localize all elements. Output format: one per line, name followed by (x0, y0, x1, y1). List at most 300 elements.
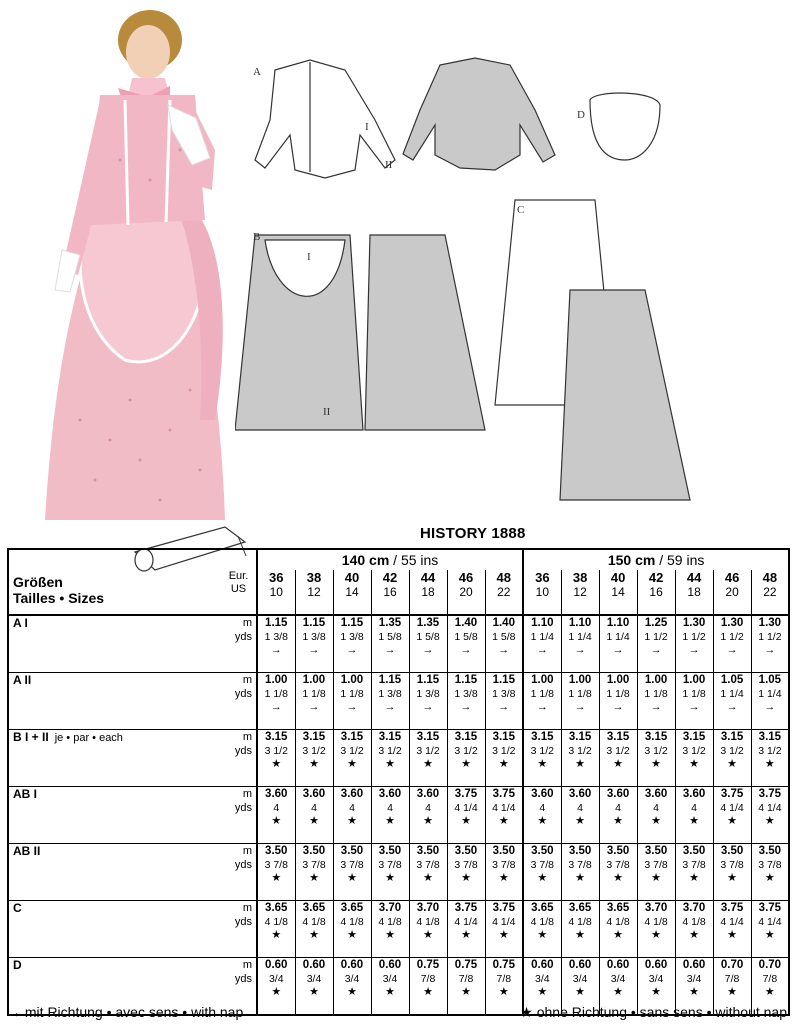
yardage-cell (751, 844, 789, 901)
yardage-cell (371, 901, 409, 958)
meters-value: 3.15 (758, 731, 782, 743)
nap-marker: → (460, 644, 472, 656)
nap-marker: → (384, 701, 396, 713)
view-label: A II (8, 673, 221, 730)
yards-value: 1 1/8 (340, 688, 364, 700)
nap-marker: ★ (423, 986, 433, 998)
technical-drawings (235, 50, 705, 510)
yards-value: 1 1/8 (606, 688, 630, 700)
meters-value: 1.00 (568, 674, 592, 686)
yardage-cell (599, 901, 637, 958)
nap-marker: ★ (498, 986, 509, 998)
meters-value: 3.50 (568, 845, 592, 857)
yards-value: 7/8 (420, 973, 436, 985)
yards-value: 1 5/8 (492, 631, 516, 643)
nap-marker: → (498, 644, 510, 656)
nap-marker: ★ (309, 872, 319, 884)
us-size: 12 (573, 585, 587, 599)
yardage-cell (447, 615, 485, 673)
yards-value: 4 1/8 (644, 916, 668, 928)
eu-size: 48 (762, 570, 778, 585)
meters-value: 3.60 (682, 788, 706, 800)
nap-marker: ★ (613, 815, 624, 827)
view-note: je • par • each (54, 732, 123, 744)
nap-marker: ★ (385, 872, 395, 884)
yardage-cell (333, 958, 371, 1016)
yardage-cell (409, 730, 447, 787)
nap-marker: ★ (385, 815, 395, 827)
us-size: 14 (611, 585, 625, 599)
yards-value: 3 7/8 (302, 859, 326, 871)
yardage-cell (675, 844, 713, 901)
us-size: 16 (383, 585, 397, 599)
yards-value: 1 1/8 (644, 688, 668, 700)
unit-label: m yds (221, 844, 257, 901)
yardage-cell (295, 730, 333, 787)
yardage-cell (637, 730, 675, 787)
meters-value: 3.15 (606, 731, 630, 743)
eu-size: 48 (496, 570, 512, 585)
meters-value: 3.15 (454, 731, 478, 743)
yards-value: 4 1/4 (454, 802, 478, 814)
yardage-cell (257, 673, 295, 730)
nap-marker: ★ (385, 758, 395, 770)
nap-marker: ★ (271, 758, 282, 770)
yards-value: 4 1/8 (606, 916, 630, 928)
nap-marker: ★ (575, 815, 586, 827)
yardage-cell (637, 673, 675, 730)
nap-marker: → (536, 701, 548, 713)
nap-marker: → (422, 644, 434, 656)
yardage-cell (485, 615, 523, 673)
yards-value: 1 5/8 (454, 631, 478, 643)
nap-marker: → (726, 644, 738, 656)
legend-with-nap: → mit Richtung • avec sens • with nap (7, 1004, 244, 1020)
nap-marker: ★ (309, 986, 319, 998)
us-size: 20 (725, 585, 739, 599)
nap-marker: ★ (347, 872, 357, 884)
size-header-cell (257, 570, 295, 615)
drawing-label-a-ii: II (385, 159, 393, 171)
yardage-cell (257, 787, 295, 844)
unit-label: m yds (221, 901, 257, 958)
yards-value: 3 7/8 (758, 859, 782, 871)
yards-value: 3 1/2 (530, 745, 554, 757)
size-header-cell (523, 570, 561, 615)
yardage-cell (295, 901, 333, 958)
meters-value: 3.15 (416, 731, 440, 743)
us-size: 20 (459, 585, 473, 599)
yards-value: 3/4 (610, 973, 626, 985)
nap-marker: ★ (727, 929, 738, 941)
yards-value: 4 1/4 (720, 916, 744, 928)
meters-value: 3.65 (531, 902, 554, 914)
meters-value: 1.00 (340, 674, 364, 686)
yards-value: 3 1/2 (454, 745, 478, 757)
nap-marker: ★ (309, 929, 319, 941)
yardage-cell (751, 615, 789, 673)
size-header-cell (751, 570, 789, 615)
nap-marker: ★ (764, 872, 775, 884)
nap-marker: ★ (575, 986, 586, 998)
meters-value: 1.15 (416, 674, 440, 686)
yardage-cell (561, 730, 599, 787)
us-size: 14 (345, 585, 359, 599)
meters-value: 3.15 (378, 731, 402, 743)
yardage-cell (637, 787, 675, 844)
meters-value: 3.70 (416, 902, 440, 914)
us-size: 16 (649, 585, 663, 599)
meters-value: 3.75 (492, 902, 515, 914)
nap-marker: → (270, 644, 282, 656)
yardage-cell (599, 730, 637, 787)
meters-value: 1.10 (606, 617, 630, 629)
yardage-cell (523, 844, 561, 901)
meters-value: 3.75 (454, 902, 478, 914)
view-label: A I (8, 615, 221, 673)
yardage-cell (713, 730, 751, 787)
yards-value: 7/8 (458, 973, 474, 985)
nap-marker: ★ (727, 872, 738, 884)
us-size: 18 (687, 585, 701, 599)
drawing-label-a-i: I (365, 121, 369, 133)
yards-value: 4 (311, 802, 317, 814)
meters-value: 3.15 (644, 731, 668, 743)
yardage-cell (675, 615, 713, 673)
meters-value: 1.35 (378, 617, 402, 629)
yards-value: 3 7/8 (340, 859, 364, 871)
meters-value: 0.75 (454, 959, 478, 971)
yards-value: 3 1/2 (758, 745, 782, 757)
yards-value: 1 3/8 (378, 688, 402, 700)
nap-marker: → (270, 701, 282, 713)
yardage-cell (523, 673, 561, 730)
sizes-header: Größen Tailles • Sizes (8, 570, 221, 615)
yards-value: 3/4 (268, 973, 284, 985)
yards-value: 4 1/8 (378, 916, 402, 928)
yardage-cell (371, 787, 409, 844)
nap-marker: → (460, 701, 472, 713)
meters-value: 3.15 (302, 731, 326, 743)
nap-marker: ★ (461, 929, 471, 941)
yards-value: 3/4 (306, 973, 322, 985)
meters-value: 3.50 (644, 845, 668, 857)
yardage-cell (751, 673, 789, 730)
nap-marker: ★ (347, 986, 357, 998)
yardage-row (8, 787, 789, 844)
meters-value: 3.50 (340, 845, 364, 857)
pattern-title: HISTORY 1888 (420, 525, 526, 542)
meters-value: 3.60 (378, 788, 402, 800)
meters-value: 1.30 (682, 617, 706, 629)
meters-value: 3.70 (682, 902, 706, 914)
yardage-cell (523, 615, 561, 673)
drawing-label-b-ii: II (323, 406, 331, 418)
meters-value: 3.75 (758, 902, 782, 914)
unit-label: m yds (221, 958, 257, 1016)
size-header-cell (295, 570, 333, 615)
drawing-label-d: D (577, 109, 585, 121)
meters-value: 0.60 (265, 959, 288, 971)
meters-value: 3.50 (378, 845, 402, 857)
yards-value: 4 1/4 (454, 916, 478, 928)
yards-value: 4 (273, 802, 280, 814)
nap-marker: ★ (575, 872, 586, 884)
yards-value: 4 (349, 802, 355, 814)
nap-marker: ★ (727, 815, 738, 827)
nap-marker: → (688, 701, 700, 713)
nap-marker: ★ (537, 758, 548, 770)
yardage-cell (485, 673, 523, 730)
nap-marker: ★ (613, 986, 624, 998)
nap-marker: → (346, 644, 358, 656)
nap-marker: ★ (537, 872, 548, 884)
nap-marker: ★ (651, 986, 662, 998)
nap-marker: ★ (689, 986, 700, 998)
view-label: D (8, 958, 221, 1016)
meters-value: 3.65 (568, 902, 592, 914)
yardage-cell (333, 787, 371, 844)
fabric-width-140: 140 cm / 55 ins (257, 549, 523, 570)
meters-value: 3.50 (416, 845, 440, 857)
yardage-cell (371, 615, 409, 673)
nap-marker: ★ (537, 815, 548, 827)
us-size: 22 (763, 585, 777, 599)
yards-value: 3/4 (535, 973, 550, 985)
meters-value: 3.65 (265, 902, 288, 914)
yardage-cell (295, 958, 333, 1016)
meters-value: 1.15 (302, 617, 326, 629)
yards-value: 3 1/2 (302, 745, 326, 757)
nap-marker: ★ (651, 758, 662, 770)
yardage-cell (675, 787, 713, 844)
yards-value: 3 1/2 (644, 745, 668, 757)
yards-value: 3 1/2 (682, 745, 706, 757)
yards-value: 4 (653, 802, 659, 814)
nap-marker: → (384, 644, 396, 656)
yards-value: 3/4 (686, 973, 702, 985)
yards-value: 1 1/8 (568, 688, 592, 700)
yardage-cell (599, 787, 637, 844)
model-photo (0, 0, 235, 525)
size-header-cell (637, 570, 675, 615)
yards-value: 1 1/8 (302, 688, 326, 700)
meters-value: 3.15 (720, 731, 744, 743)
meters-value: 0.70 (720, 959, 744, 971)
yards-value: 1 1/8 (682, 688, 706, 700)
meters-value: 3.15 (568, 731, 592, 743)
nap-marker: ★ (498, 872, 509, 884)
yardage-cell (637, 615, 675, 673)
meters-value: 1.40 (454, 617, 478, 629)
yardage-cell (713, 844, 751, 901)
eu-size: 46 (724, 570, 740, 585)
yardage-cell (257, 901, 295, 958)
yards-value: 3/4 (648, 973, 664, 985)
yardage-cell (371, 958, 409, 1016)
yardage-row (8, 615, 789, 673)
view-label: AB I (8, 787, 221, 844)
yardage-cell (447, 787, 485, 844)
meters-value: 3.60 (265, 788, 288, 800)
yardage-cell (675, 730, 713, 787)
yardage-cell (599, 844, 637, 901)
yardage-cell (675, 673, 713, 730)
yards-value: 4 1/8 (416, 916, 440, 928)
yards-value: 3 1/2 (606, 745, 630, 757)
yards-value: 3 1/2 (568, 745, 592, 757)
yards-value: 3 7/8 (416, 859, 440, 871)
yards-value: 1 1/2 (720, 631, 744, 643)
yards-value: 1 3/8 (492, 688, 516, 700)
nap-marker: → (726, 701, 738, 713)
size-header-cell (333, 570, 371, 615)
meters-value: 3.60 (531, 788, 554, 800)
yards-value: 3 7/8 (568, 859, 592, 871)
yards-value: 3 1/2 (416, 745, 440, 757)
nap-marker: → (498, 701, 510, 713)
yardage-row (8, 673, 789, 730)
yards-value: 4 1/8 (340, 916, 364, 928)
yards-value: 4 1/8 (682, 916, 706, 928)
meters-value: 0.75 (492, 959, 515, 971)
nap-marker: ★ (423, 872, 433, 884)
yardage-cell (751, 787, 789, 844)
nap-marker: ★ (537, 986, 548, 998)
nap-marker: ★ (347, 758, 357, 770)
nap-marker: ★ (613, 929, 624, 941)
nap-marker: ★ (271, 815, 282, 827)
meters-value: 3.75 (492, 788, 515, 800)
meters-value: 3.50 (265, 845, 288, 857)
yardage-cell (713, 673, 751, 730)
meters-value: 0.60 (340, 959, 364, 971)
unit-label: m yds (221, 673, 257, 730)
meters-value: 1.00 (265, 674, 288, 686)
meters-value: 1.05 (758, 674, 782, 686)
size-header-cell (447, 570, 485, 615)
yardage-cell (295, 787, 333, 844)
us-size: 18 (421, 585, 435, 599)
meters-value: 3.50 (606, 845, 630, 857)
yards-value: 4 1/4 (720, 802, 744, 814)
yardage-cell (637, 844, 675, 901)
yards-value: 4 1/4 (492, 802, 516, 814)
unit-label: m yds (221, 787, 257, 844)
meters-value: 3.75 (758, 788, 782, 800)
nap-marker: ★ (347, 815, 357, 827)
meters-value: 3.15 (265, 731, 288, 743)
nap-marker: ★ (461, 815, 471, 827)
yardage-cell (447, 673, 485, 730)
meters-value: 3.75 (720, 902, 744, 914)
yardage-cell (447, 958, 485, 1016)
yards-value: 1 3/8 (454, 688, 478, 700)
yardage-cell (485, 787, 523, 844)
nap-marker: ★ (271, 872, 282, 884)
yardage-cell (561, 844, 599, 901)
yards-value: 1 3/8 (302, 631, 326, 643)
eu-size: 42 (382, 570, 398, 585)
eu-size: 44 (686, 570, 702, 585)
yards-value: 1 3/8 (340, 631, 364, 643)
meters-value: 1.15 (340, 617, 364, 629)
yardage-cell (409, 844, 447, 901)
meters-value: 1.15 (454, 674, 478, 686)
nap-marker: → (764, 644, 776, 656)
meters-value: 0.60 (531, 959, 554, 971)
yardage-cell (333, 901, 371, 958)
yards-value: 3 1/2 (720, 745, 744, 757)
meters-value: 1.00 (682, 674, 706, 686)
yards-value: 1 1/4 (568, 631, 592, 643)
nap-marker: → (612, 701, 624, 713)
yards-value: 1 3/8 (264, 631, 288, 643)
nap-marker: ★ (613, 872, 624, 884)
nap-marker: ★ (727, 758, 738, 770)
nap-marker: ★ (651, 872, 662, 884)
meters-value: 0.60 (682, 959, 706, 971)
yards-value: 3 7/8 (682, 859, 706, 871)
yards-value: 1 1/8 (530, 688, 554, 700)
yardage-cell (713, 901, 751, 958)
yardage-cell (523, 730, 561, 787)
yardage-cell (333, 673, 371, 730)
yards-value: 1 1/4 (720, 688, 744, 700)
yardage-cell (485, 730, 523, 787)
meters-value: 0.60 (644, 959, 668, 971)
meters-value: 3.60 (606, 788, 630, 800)
meters-value: 1.00 (644, 674, 668, 686)
yardage-cell (599, 615, 637, 673)
nap-marker: → (650, 644, 662, 656)
eu-size: 40 (344, 570, 360, 585)
drawing-label-c: C (517, 204, 525, 216)
yardage-cell (371, 730, 409, 787)
yardage-row (8, 844, 789, 901)
meters-value: 1.35 (416, 617, 440, 629)
yardage-cell (409, 958, 447, 1016)
nap-marker: ★ (764, 986, 775, 998)
yardage-cell (333, 844, 371, 901)
nap-marker: ★ (385, 986, 395, 998)
meters-value: 1.30 (720, 617, 744, 629)
meters-value: 3.70 (378, 902, 402, 914)
yardage-cell (523, 787, 561, 844)
yardage-row (8, 730, 789, 787)
meters-value: 0.70 (758, 959, 782, 971)
yardage-table (7, 548, 790, 1016)
yards-value: 3 7/8 (530, 859, 554, 871)
yardage-cell (523, 901, 561, 958)
meters-value: 0.60 (568, 959, 592, 971)
nap-marker: ★ (498, 929, 509, 941)
meters-value: 1.15 (265, 617, 288, 629)
nap-marker: ★ (498, 815, 509, 827)
yards-value: 1 3/8 (416, 688, 440, 700)
nap-marker: ★ (613, 758, 624, 770)
yardage-cell (485, 844, 523, 901)
yardage-cell (409, 673, 447, 730)
yardage-cell (371, 844, 409, 901)
us-size: 12 (307, 585, 321, 599)
yards-value: 4 1/8 (568, 916, 592, 928)
size-system-header: Eur. US (221, 570, 257, 615)
yards-value: 4 1/4 (492, 916, 516, 928)
us-size: 22 (497, 585, 511, 599)
nap-marker: ★ (651, 815, 662, 827)
eu-size: 44 (420, 570, 436, 585)
